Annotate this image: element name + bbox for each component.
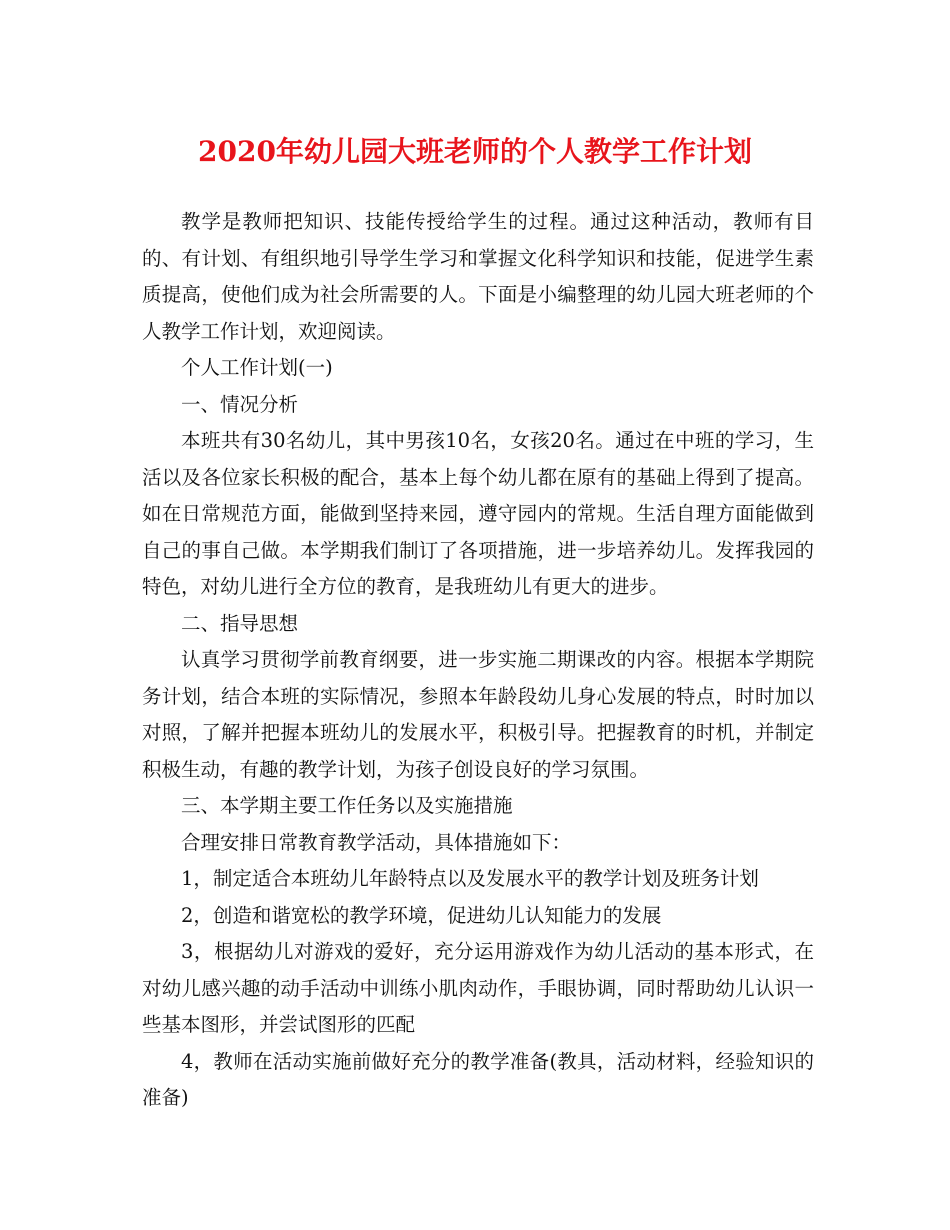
situation-paragraph: 本班共有30名幼儿，其中男孩10名，女孩20名。通过在中班的学习，生活以及各位家长积极的配合，基本上每个幼儿都在原有的基础上得到了提高。如在日常规范方面，能做到坚持来园，遵守园内的常规。生活自理方面能做到自己的事自己做。本学期我们制订了各项措施，进一步培养幼儿。发挥我园的特色，对幼儿进行全方位的教育，是我班幼儿有更大的进步。 [142,429,814,598]
section-heading-tasks: 三、本学期主要工作任务以及实施措施 [181,794,513,817]
document-body [142,204,814,1117]
task-item-3: 3，根据幼儿对游戏的爱好，充分运用游戏作为幼儿活动的基本形式，在对幼儿感兴趣的动手活动中训练小肌肉动作，手眼协调，同时帮助幼儿认识一些基本图形，并尝试图形的匹配 [142,940,814,1036]
section-heading-guiding: 二、指导思想 [181,611,299,635]
section-heading-situation: 一、情况分析 [181,392,299,416]
task-item-2: 2，创造和谐宽松的教学环境，促进幼儿认知能力的发展 [181,903,662,927]
plan-heading: 个人工作计划(一) [181,356,333,379]
task-item-4: 4，教师在活动实施前做好充分的教学准备(教具，活动材料，经验知识的准备) [142,1049,814,1109]
task-item-1: 1，制定适合本班幼儿年龄特点以及发展水平的教学计划及班务计划 [181,867,759,890]
intro-paragraph: 教学是教师把知识、技能传授给学生的过程。通过这种活动，教师有目的、有计划、有组织地引导学生学习和掌握文化科学知识和技能，促进学生素质提高，使他们成为社会所需要的人。下面是小编整理的幼儿园大班老师的个人教学工作计划，欢迎阅读。 [142,210,814,343]
document-title: 2020年幼儿园大班老师的个人教学工作计划 [198,135,752,168]
tasks-intro-paragraph: 合理安排日常教育教学活动，具体措施如下： [181,830,572,854]
guiding-paragraph: 认真学习贯彻学前教育纲要，进一步实施二期课改的内容。根据本学期院务计划，结合本班的实际情况，参照本年龄段幼儿身心发展的特点，时时加以对照，了解并把握本班幼儿的发展水平，积极引导。把握教育的时机，并制定积极生动，有趣的教学计划，为孩子创设良好的学习氛围。 [142,648,814,781]
